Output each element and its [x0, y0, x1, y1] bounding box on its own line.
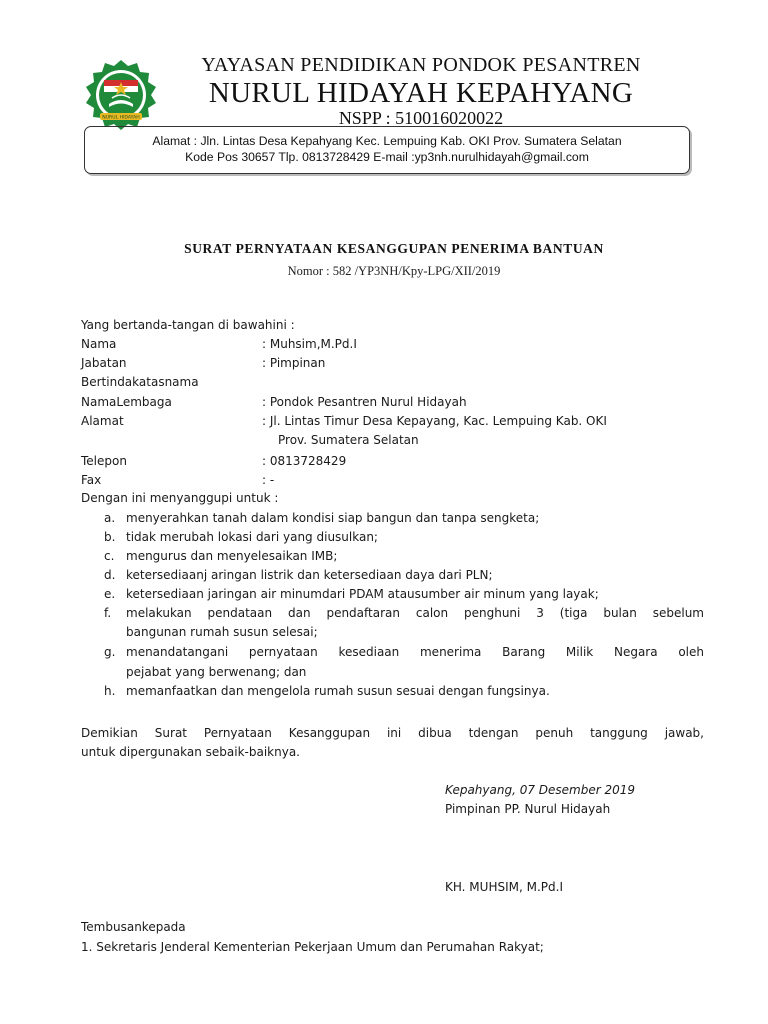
cc-item: 1. Sekretaris Jenderal Kementerian Pekerjaan Umum dan Perumahan Rakyat;	[81, 940, 544, 954]
cc-label: Tembusankepada	[81, 920, 186, 934]
nama-label: Nama	[81, 337, 117, 351]
list-item-marker: h.	[104, 684, 116, 698]
list-item: ketersediaan jaringan air minumdari PDAM atausumber air minum yang layak;	[126, 587, 599, 601]
signer-name: KH. MUHSIM, M.Pd.I	[445, 880, 563, 894]
intro-text: Yang bertanda-tangan di bawahini :	[81, 318, 295, 332]
list-item: tidak merubah lokasi dari yang diusulkan;	[126, 530, 378, 544]
alamat-value-line2: Prov. Sumatera Selatan	[278, 433, 419, 447]
org-nspp: NSPP : 510016020022	[338, 108, 504, 128]
address-line-1: Alamat : Jln. Lintas Desa Kepahyang Kec. Lempuing Kab. OKI Prov. Sumatera Selatan	[152, 134, 622, 148]
logo-caption: NURUL HIDAYAH	[102, 115, 140, 121]
lembaga-label: NamaLembaga	[81, 395, 172, 409]
closing-line-1: Demikian Surat Pernyataan Kesanggupan ini dibua tdengan penuh tanggung jawab,	[81, 726, 704, 740]
list-item: ketersediaanj aringan listrik dan ketersediaan daya dari PLN;	[126, 568, 493, 582]
org-name-line1: YAYASAN PENDIDIKAN PONDOK PESANTREN	[201, 54, 641, 76]
jabatan-label: Jabatan	[81, 356, 127, 370]
list-item-continuation: pejabat yang berwenang; dan	[126, 665, 307, 679]
list-item-marker: f.	[104, 606, 112, 620]
signer-title: Pimpinan PP. Nurul Hidayah	[445, 802, 611, 816]
list-item-marker: e.	[104, 587, 116, 601]
alamat-value-line1: : Jl. Lintas Timur Desa Kepayang, Kac. Lempuing Kab. OKI	[262, 414, 607, 428]
address-line-2: Kode Pos 30657 Tlp. 0813728429 E-mail :yp3nh.nurulhidayah@gmail.com	[185, 150, 589, 164]
nama-value: : Muhsim,M.Pd.I	[262, 337, 357, 351]
jabatan-value: : Pimpinan	[262, 356, 326, 370]
place-date: Kepahyang, 07 Desember 2019	[445, 783, 636, 797]
list-item-marker: c.	[104, 549, 115, 563]
fax-value: : -	[262, 473, 275, 487]
telepon-value: : 0813728429	[262, 454, 347, 468]
list-item: melakukan pendataan dan pendaftaran calon penghuni 3 (tiga bulan sebelum	[126, 606, 704, 620]
list-item-marker: g.	[104, 645, 116, 659]
lembaga-value: : Pondok Pesantren Nurul Hidayah	[262, 395, 467, 409]
letter-title: SURAT PERNYATAAN KESANGGUPAN PENERIMA BANTUAN	[184, 241, 604, 256]
list-item: mengurus dan menyelesaikan IMB;	[126, 549, 338, 563]
letter-number: Nomor : 582 /YP3NH/Kpy-LPG/XII/2019	[287, 264, 501, 278]
alamat-label: Alamat	[81, 414, 124, 428]
org-name-line2: NURUL HIDAYAH KEPAHYANG	[208, 77, 634, 109]
bertindak-label: Bertindakatasnama	[81, 375, 199, 389]
commit-intro: Dengan ini menyanggupi untuk :	[81, 491, 279, 505]
closing-line-2: untuk dipergunakan sebaik-baiknya.	[81, 745, 300, 759]
fax-label: Fax	[81, 473, 102, 487]
list-item-marker: d.	[104, 568, 116, 582]
list-item: memanfaatkan dan mengelola rumah susun sesuai dengan fungsinya.	[126, 684, 550, 698]
list-item: menandatangani pernyataan kesediaan menerima Barang Milik Negara oleh	[126, 645, 704, 659]
list-item-marker: a.	[104, 511, 116, 525]
list-item: menyerahkan tanah dalam kondisi siap bangun dan tanpa sengketa;	[126, 511, 540, 525]
address-box	[84, 126, 690, 174]
telepon-label: Telepon	[81, 454, 127, 468]
school-logo-icon	[82, 58, 160, 132]
list-item-marker: b.	[104, 530, 116, 544]
list-item-continuation: bangunan rumah susun selesai;	[126, 625, 318, 639]
